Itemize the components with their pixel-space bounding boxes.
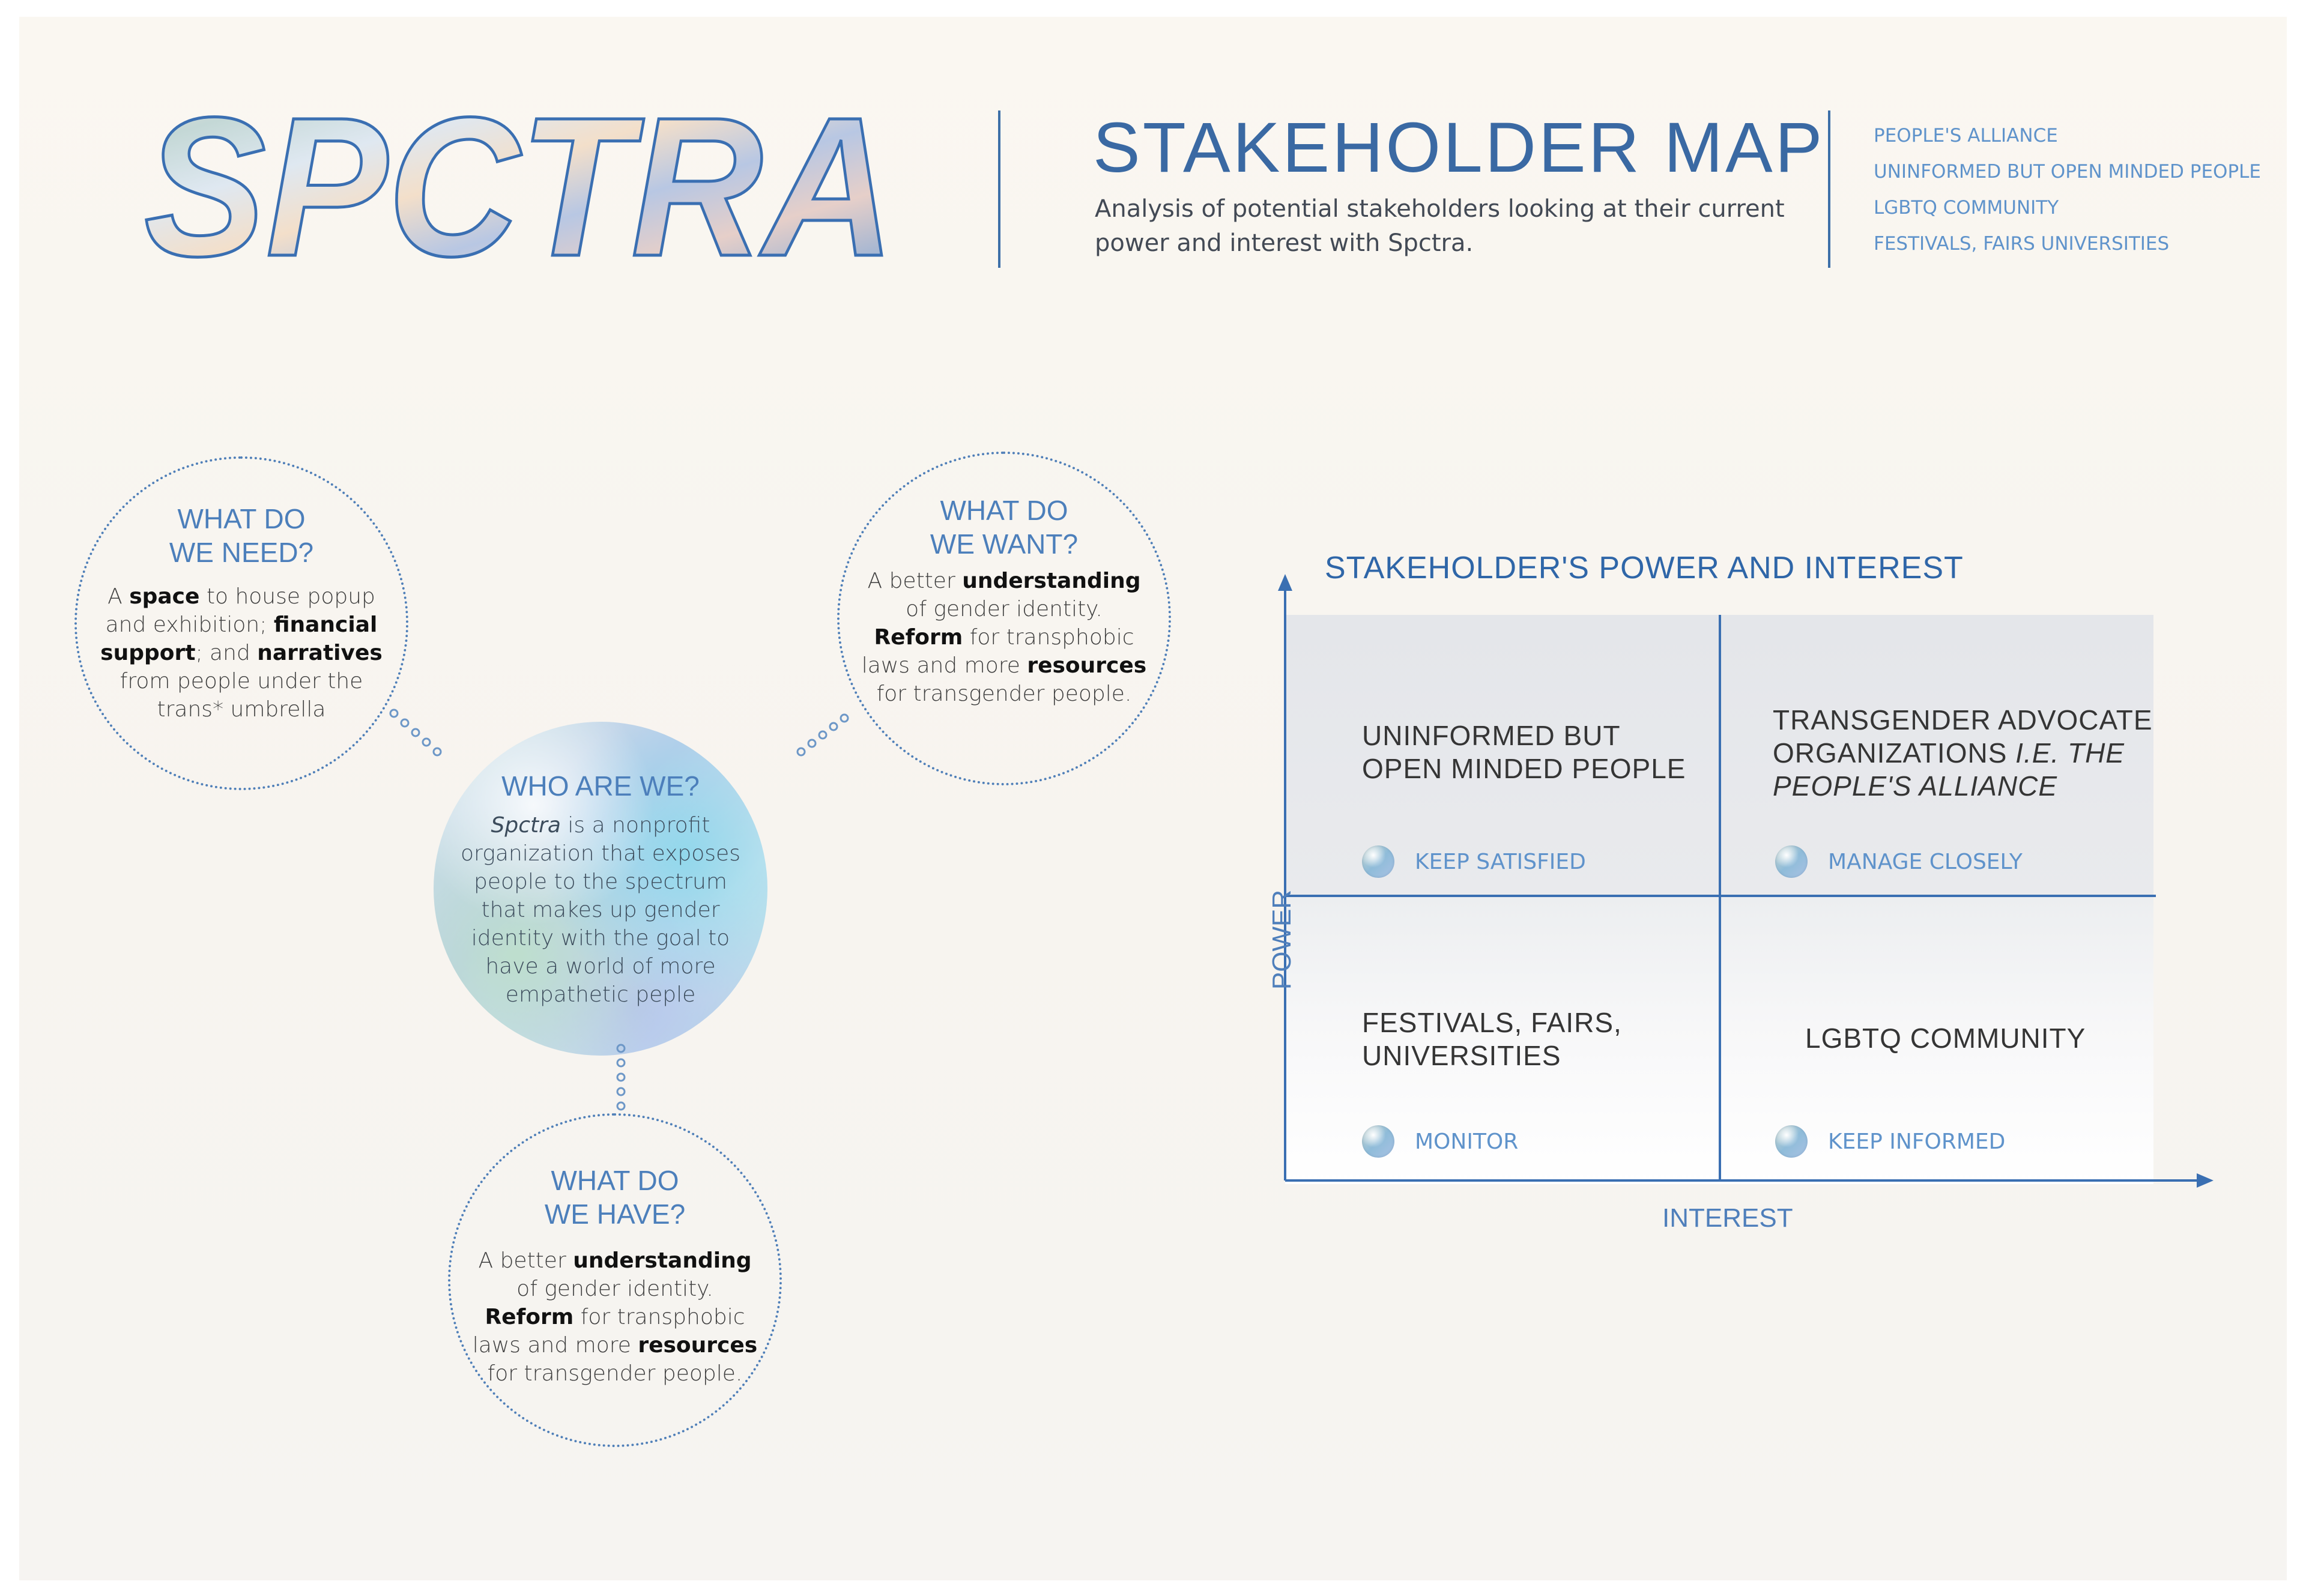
body-text: A: [107, 584, 130, 609]
body-text: from people under the: [120, 669, 363, 694]
text-line: [461, 924, 740, 952]
body-text: A better: [867, 569, 963, 593]
what-do-we-have-circle: [448, 1113, 782, 1447]
who-are-we-circle: [434, 722, 767, 1056]
logo-text: SPCTRA: [144, 90, 895, 288]
text-line: [473, 1275, 757, 1303]
page-title: STAKEHOLDER MAP: [1093, 108, 1825, 187]
quadrant-label-keep-informed: [1805, 1022, 2086, 1055]
text-line: [473, 1359, 757, 1388]
header-divider-1: [998, 110, 1000, 268]
text-line: [862, 623, 1146, 651]
label-line: [1773, 737, 2153, 770]
label-line: [1773, 770, 2153, 803]
text-line: [461, 981, 740, 1009]
text-line: [862, 567, 1146, 595]
label-line: LGBTQ COMMUNITY: [1805, 1023, 2086, 1054]
body-text: for transgender people.: [876, 682, 1132, 706]
italic-text: Spctra: [491, 812, 561, 838]
legend-item: LGBTQ COMMUNITY: [1874, 197, 2059, 219]
label-line: UNINFORMED BUT: [1362, 720, 1621, 751]
body-text: for transphobic: [573, 1305, 745, 1329]
body-text: is a nonprofit: [560, 812, 710, 838]
text-line: [862, 595, 1146, 623]
text-line: [100, 639, 383, 667]
text-line: [473, 1331, 757, 1359]
what-do-we-want-circle: [837, 452, 1171, 785]
emphasis-text: resources: [1027, 653, 1147, 678]
label-text: ORGANIZATIONS: [1773, 737, 2016, 769]
body-text: and exhibition;: [105, 612, 274, 637]
text-line: [862, 651, 1146, 680]
text-line: [461, 839, 740, 868]
body-text: of gender identity.: [906, 597, 1103, 621]
quadrant-label-monitor: [1362, 1006, 1622, 1072]
body-text: for transgender people.: [487, 1361, 743, 1386]
emphasis-text: understanding: [962, 569, 1141, 593]
emphasis-text: financial: [273, 612, 378, 637]
strategy-text: KEEP SATISFIED: [1415, 849, 1586, 874]
circle-title: WHO ARE WE?: [501, 770, 700, 802]
strategy-keep-satisfied: [1362, 845, 1586, 878]
circle-title: WHAT DO WE HAVE?: [544, 1165, 686, 1230]
body-text: empathetic peple: [505, 982, 696, 1007]
holographic-dot-icon: [1362, 845, 1394, 878]
page-subtitle: Analysis of potential stakeholders looking at their current power and interest with Spctra.: [1095, 195, 1785, 257]
holographic-dot-icon: [1775, 845, 1808, 878]
circle-body: [461, 811, 740, 1009]
circle-body: [473, 1247, 757, 1388]
text-line: [100, 667, 383, 695]
label-line: TRANSGENDER ADVOCATE: [1773, 704, 2153, 736]
emphasis-text: Reform: [485, 1305, 574, 1329]
legend-item: FESTIVALS, FAIRS UNIVERSITIES: [1874, 233, 2170, 255]
body-text: people to the spectrum: [474, 869, 727, 894]
label-line: OPEN MINDED PEOPLE: [1362, 753, 1686, 784]
quadrant-label-keep-satisfied: [1362, 719, 1686, 785]
label-italic: PEOPLE'S ALLIANCE: [1773, 770, 2058, 802]
text-line: [100, 582, 383, 611]
text-line: [473, 1303, 757, 1331]
strategy-text: KEEP INFORMED: [1828, 1129, 2006, 1154]
body-text: ; and: [195, 641, 258, 665]
body-text: have a world of more: [485, 954, 716, 979]
body-text: laws and more: [472, 1333, 638, 1358]
spctra-logo: [120, 90, 919, 288]
body-text: laws and more: [861, 653, 1027, 678]
body-text: for transphobic: [963, 625, 1134, 650]
body-text: organization that exposes: [461, 841, 740, 866]
header-divider-2: [1828, 110, 1830, 268]
body-text: identity with the goal to: [471, 925, 730, 951]
what-do-we-need-circle: [74, 456, 408, 790]
legend-item: UNINFORMED BUT OPEN MINDED PEOPLE: [1874, 161, 2262, 183]
label-line: UNIVERSITIES: [1362, 1040, 1561, 1071]
text-line: [100, 611, 383, 639]
text-line: [461, 952, 740, 981]
circle-body: [862, 567, 1146, 708]
circle-body: [100, 582, 383, 724]
text-line: [461, 896, 740, 924]
text-line: [862, 680, 1146, 708]
label-italic: I.E. THE: [2015, 737, 2125, 769]
body-text: that makes up gender: [481, 897, 720, 922]
emphasis-text: understanding: [573, 1248, 752, 1273]
emphasis-text: resources: [638, 1333, 758, 1358]
emphasis-text: narratives: [257, 641, 383, 665]
power-interest-grid: [1285, 615, 2153, 1184]
strategy-keep-informed: [1775, 1125, 2005, 1158]
quadrant-label-manage-closely: [1773, 704, 2153, 803]
holographic-dot-icon: [1362, 1125, 1394, 1158]
emphasis-text: support: [100, 641, 196, 665]
circle-title: WHAT DO WE NEED?: [169, 503, 314, 568]
strategy-text: MONITOR: [1415, 1129, 1519, 1154]
chart-title: STAKEHOLDER'S POWER AND INTEREST: [1325, 551, 1964, 585]
circle-title: WHAT DO WE WANT?: [930, 495, 1079, 560]
legend-item: PEOPLE'S ALLIANCE: [1874, 125, 2058, 147]
text-line: [473, 1247, 757, 1275]
stakeholder-legend: [1874, 118, 2261, 262]
emphasis-text: space: [129, 584, 200, 609]
strategy-text: MANAGE CLOSELY: [1828, 849, 2023, 874]
text-line: [461, 811, 740, 839]
body-text: A better: [478, 1248, 573, 1273]
x-axis-label: INTEREST: [1662, 1203, 1793, 1233]
body-text: trans* umbrella: [157, 697, 326, 722]
emphasis-text: Reform: [874, 625, 963, 650]
holographic-dot-icon: [1775, 1125, 1808, 1158]
strategy-monitor: [1362, 1125, 1518, 1158]
text-line: [461, 868, 740, 896]
body-text: to house popup: [199, 584, 375, 609]
body-text: of gender identity.: [516, 1277, 713, 1301]
text-line: [100, 695, 383, 724]
strategy-manage-closely: [1775, 845, 2023, 878]
y-axis-label: POWER: [1267, 889, 1297, 990]
label-line: FESTIVALS, FAIRS,: [1362, 1007, 1622, 1038]
